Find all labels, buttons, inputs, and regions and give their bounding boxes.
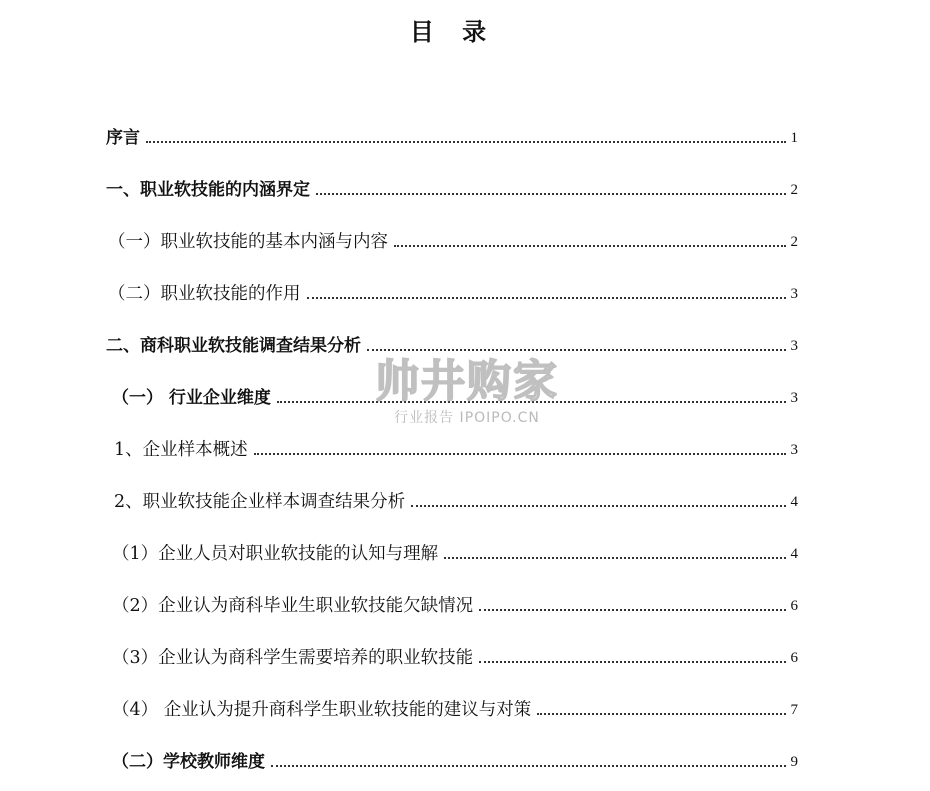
- toc-entry[interactable]: [106, 176, 798, 202]
- toc-entry[interactable]: [106, 332, 798, 358]
- toc-page-number: 6: [790, 650, 798, 666]
- dot-leader: [444, 557, 786, 559]
- dot-leader: [367, 349, 786, 351]
- toc-page-number: 3: [790, 338, 798, 354]
- toc-entry[interactable]: [114, 436, 798, 462]
- toc-entry[interactable]: [108, 228, 798, 254]
- toc-entry[interactable]: [112, 696, 798, 722]
- dot-leader: [271, 765, 786, 767]
- dot-leader: [277, 401, 786, 403]
- toc-entry[interactable]: [108, 280, 798, 306]
- toc-entry-title: 二、商科职业软技能调查结果分析: [106, 336, 361, 356]
- toc-entry-title: （4） 企业认为提升商科学生职业软技能的建议与对策: [112, 700, 532, 720]
- toc-entry-title: 一、职业软技能的内涵界定: [106, 180, 310, 200]
- toc-page-number: 3: [790, 286, 798, 302]
- toc-entry-title: （二）学校教师维度: [112, 752, 265, 772]
- toc-page-number: 3: [790, 442, 798, 458]
- dot-leader: [479, 661, 786, 663]
- dot-leader: [146, 141, 786, 143]
- toc-entry-title: 2、职业软技能企业样本调查结果分析: [114, 492, 406, 512]
- toc-entry-title: （2）企业认为商科毕业生职业软技能欠缺情况: [112, 596, 474, 616]
- toc-entry-title: （二）职业软技能的作用: [108, 284, 301, 304]
- toc-page-number: 7: [790, 702, 798, 718]
- toc-page-number: 4: [790, 546, 798, 562]
- watermark-subtitle: 行业报告 IPOIPO.CN: [394, 410, 540, 426]
- dot-leader: [411, 505, 786, 507]
- toc-page-number: 1: [790, 130, 798, 146]
- dot-leader: [537, 713, 786, 715]
- toc-entry-title: （3）企业认为商科学生需要培养的职业软技能: [112, 648, 474, 668]
- toc-entry-title: 1、企业样本概述: [114, 440, 248, 460]
- toc-page-number: 9: [790, 754, 798, 770]
- dot-leader: [307, 297, 787, 299]
- toc-entry-title: （一）职业软技能的基本内涵与内容: [108, 232, 388, 252]
- watermark-logo: 帅井购家: [375, 356, 559, 407]
- dot-leader: [394, 245, 786, 247]
- toc-entry[interactable]: [114, 488, 798, 514]
- toc-entry-title: 序言: [106, 128, 140, 148]
- toc-page-number: 6: [790, 598, 798, 614]
- toc-page-number: 4: [790, 494, 798, 510]
- dot-leader: [316, 193, 786, 195]
- dot-leader: [254, 453, 786, 455]
- toc-page-number: 2: [790, 182, 798, 198]
- toc-entry[interactable]: [112, 748, 798, 774]
- toc-page-number: 3: [790, 390, 798, 406]
- toc-entry-title: （一） 行业企业维度: [112, 388, 271, 408]
- toc-entry-title: （1）企业人员对职业软技能的认知与理解: [112, 544, 439, 564]
- toc-entry[interactable]: [106, 124, 798, 150]
- toc-entry[interactable]: [112, 592, 798, 618]
- page-title: 目 录: [409, 18, 497, 46]
- toc-entry[interactable]: [112, 540, 798, 566]
- dot-leader: [479, 609, 786, 611]
- toc-page-number: 2: [790, 234, 798, 250]
- toc-entry[interactable]: [112, 384, 798, 410]
- toc-entry[interactable]: [112, 644, 798, 670]
